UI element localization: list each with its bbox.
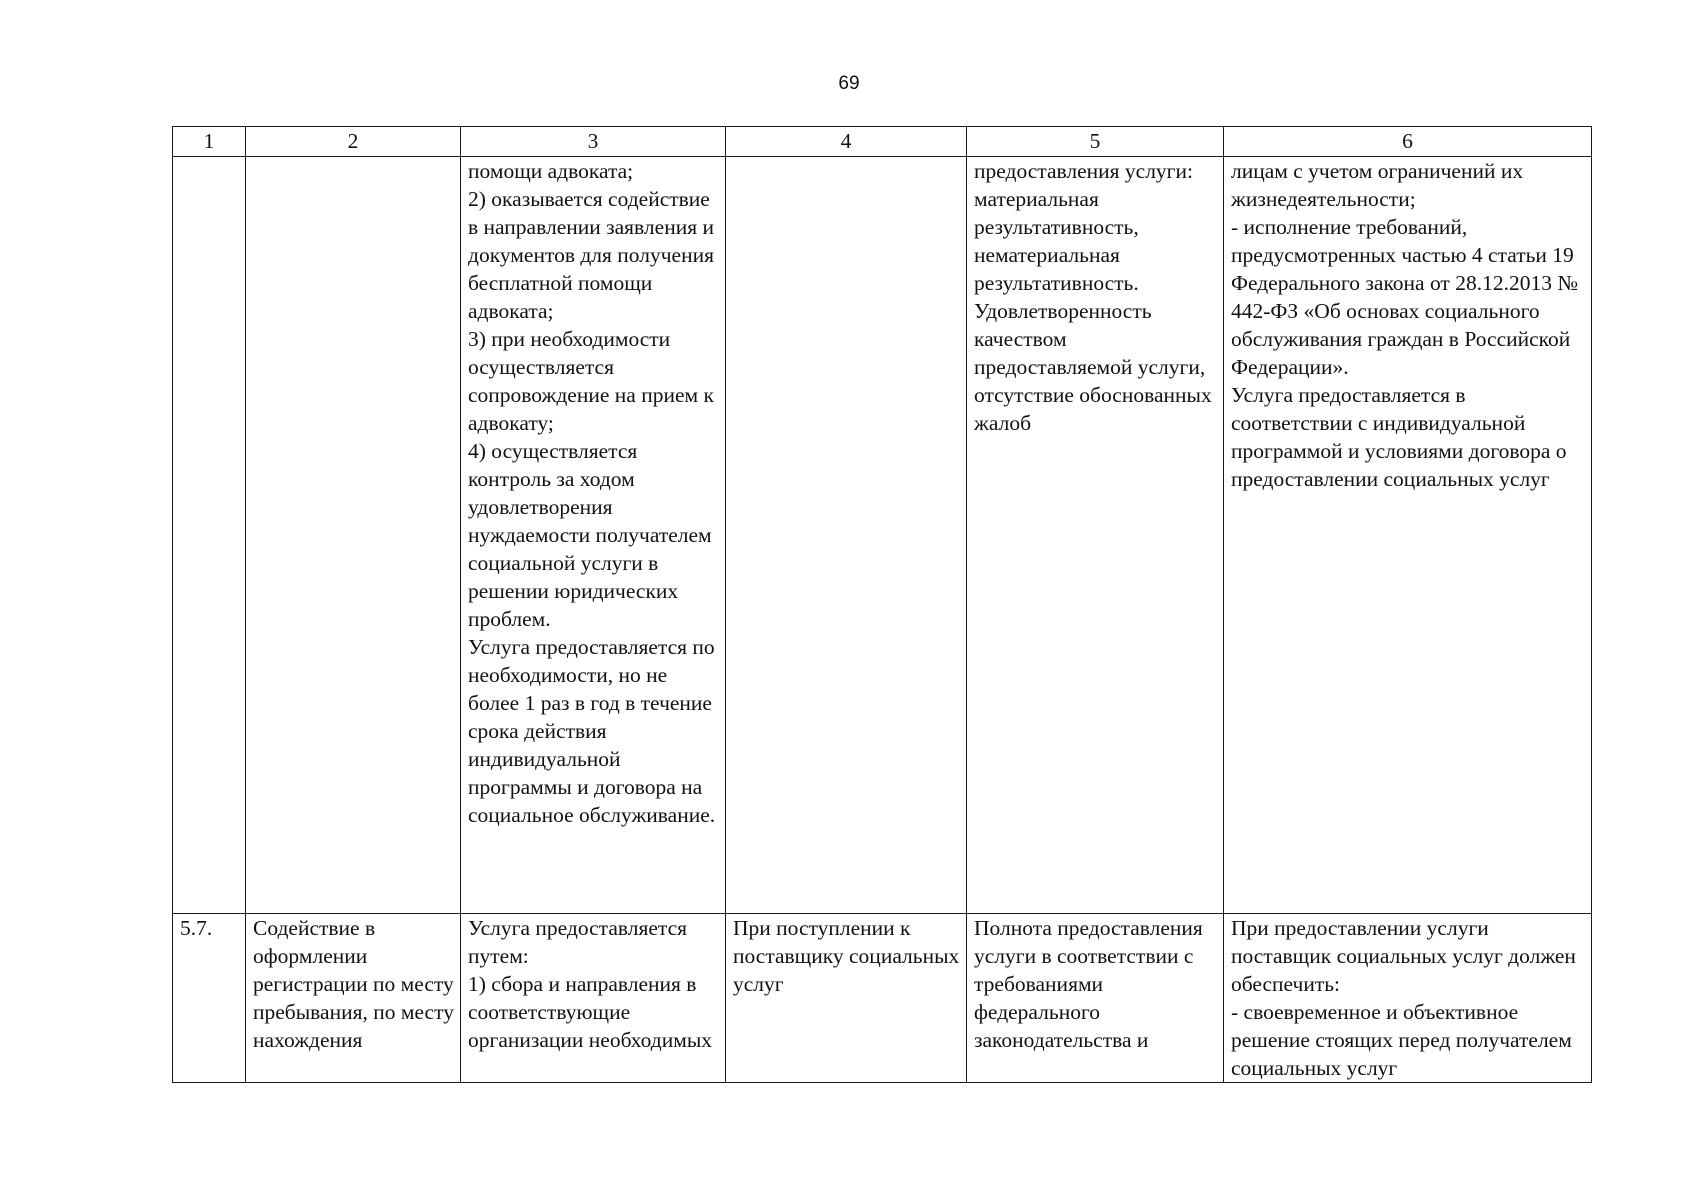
provision-conditions-cell: При предоставлении услуги поставщик социальных услуг должен обеспечить: - своевременное и объективное решение стоящих перед получателем социальных услуг [1224,914,1592,1083]
table-header-row [173,127,1592,157]
service-description-cell: Услуга предоставляется путем: 1) сбора и направления в соответствующие организации необходимых [461,914,726,1083]
page-number: 69 [838,73,860,94]
quality-indicators-cell: Полнота предоставления услуги в соответствии с требованиями федерального законодательства и [967,914,1224,1083]
row-number-cell: 5.7. [173,914,246,1083]
quality-indicators-cell: предоставления услуги: материальная результативность, нематериальная результативность. Удовлетворенность качеством предоставляемой услуги, отсутствие обоснованных жалоб [967,157,1224,914]
provision-conditions-cell: лицам с учетом ограничений их жизнедеятельности; - исполнение требований, предусмотренных частью 4 статьи 19 Федерального закона от 28.12.2013 № 442-ФЗ «Об основах социального обслуживания граждан в Российской Федерации». Услуга предоставляется в соответствии с индивидуальной программой и условиями договора о предоставлении социальных услуг [1224,157,1592,914]
service-name-cell: Содействие в оформлении регистрации по месту пребывания, по месту нахождения [246,914,461,1083]
column-number-3: 3 [461,127,726,157]
services-table [172,126,1592,1083]
column-number-5: 5 [967,127,1224,157]
service-description-cell: помощи адвоката; 2) оказывается содействие в направлении заявления и документов для получения бесплатной помощи адвоката; 3) при необходимости осуществляется сопровождение на прием к адвокату; 4) осуществляется контроль за ходом удовлетворения нуждаемости получателем социальной услуги в решении юридических проблем. Услуга предоставляется по необходимости, но не более 1 раз в год в течение срока действия индивидуальной программы и договора на социальное обслуживание. [461,157,726,914]
service-name-cell [246,157,461,914]
column-number-1: 1 [173,127,246,157]
row-number-cell [173,157,246,914]
table-row [173,914,1592,1083]
column-number-2: 2 [246,127,461,157]
column-number-4: 4 [726,127,967,157]
service-timing-cell: При поступлении к поставщику социальных услуг [726,914,967,1083]
table-row [173,157,1592,914]
column-number-6: 6 [1224,127,1592,157]
service-timing-cell [726,157,967,914]
